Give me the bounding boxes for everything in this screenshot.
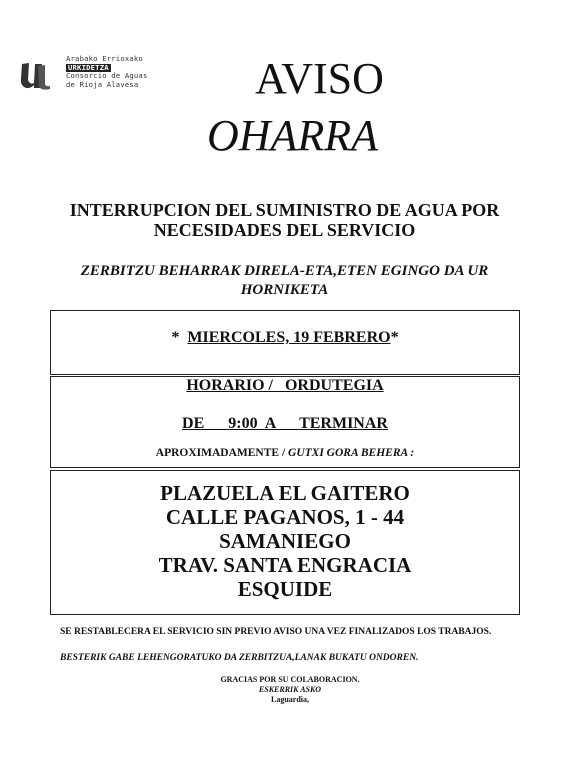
location-item: TRAV. SANTA ENGRACIA (158, 553, 412, 577)
schedule-time: DE 9:00 A TERMINAR (182, 415, 388, 432)
thanks-block (200, 675, 380, 705)
org-line-4: de Rioja Alavesa (66, 79, 139, 89)
org-line-3: Consorcio de Aguas (66, 71, 148, 81)
location-item: CALLE PAGANOS, 1 - 44 (165, 505, 405, 529)
org-line-1: Arabako Errioxako (66, 54, 143, 63)
approx-basque: GUTXI GORA BEHERA : (288, 447, 415, 459)
schedule-approx (51, 447, 519, 459)
date-line (51, 329, 519, 347)
thanks-spanish: GRACIAS POR SU COLABORACION. (220, 675, 360, 684)
footer-basque: BESTERIK GABE LEHENGORATUKO DA ZERBITZUA,LANAK BUKATU ONDOREN. (60, 653, 419, 663)
approx-spanish: APROXIMADAMENTE / (155, 447, 286, 459)
location-item: ESQUIDE (237, 577, 333, 601)
thanks-basque: ESKERRIK ASKO (258, 685, 322, 694)
locations-list (51, 481, 519, 601)
title-spanish: AVISO (255, 54, 384, 103)
title-basque: OHARRA (206, 111, 379, 160)
signature-place: Laguardia, (270, 695, 309, 704)
footer-spanish: SE RESTABLECERA EL SERVICIO SIN PREVIO AVISO UNA VEZ FINALIZADOS LOS TRABAJOS. (60, 627, 492, 637)
location-item: PLAZUELA EL GAITERO (160, 481, 410, 505)
schedule-box (50, 376, 520, 468)
org-badge: URKIDETZA (68, 62, 109, 72)
heading-spanish: INTERRUPCION DEL SUMINISTRO DE AGUA POR NECESIDADES DEL SERVICIO (69, 200, 500, 240)
date-text: MIERCOLES, 19 FEBRERO (187, 329, 391, 346)
schedule-label: HORARIO / ORDUTEGIA (186, 377, 384, 394)
date-box (50, 310, 520, 375)
location-item: SAMANIEGO (219, 529, 351, 553)
locations-box (50, 470, 520, 615)
date-prefix: * (171, 329, 180, 346)
date-suffix: * (390, 329, 399, 346)
heading-basque: ZERBITZU BEHARRAK DIRELA-ETA,ETEN EGINGO DA UR HORNIKETA (80, 263, 489, 298)
